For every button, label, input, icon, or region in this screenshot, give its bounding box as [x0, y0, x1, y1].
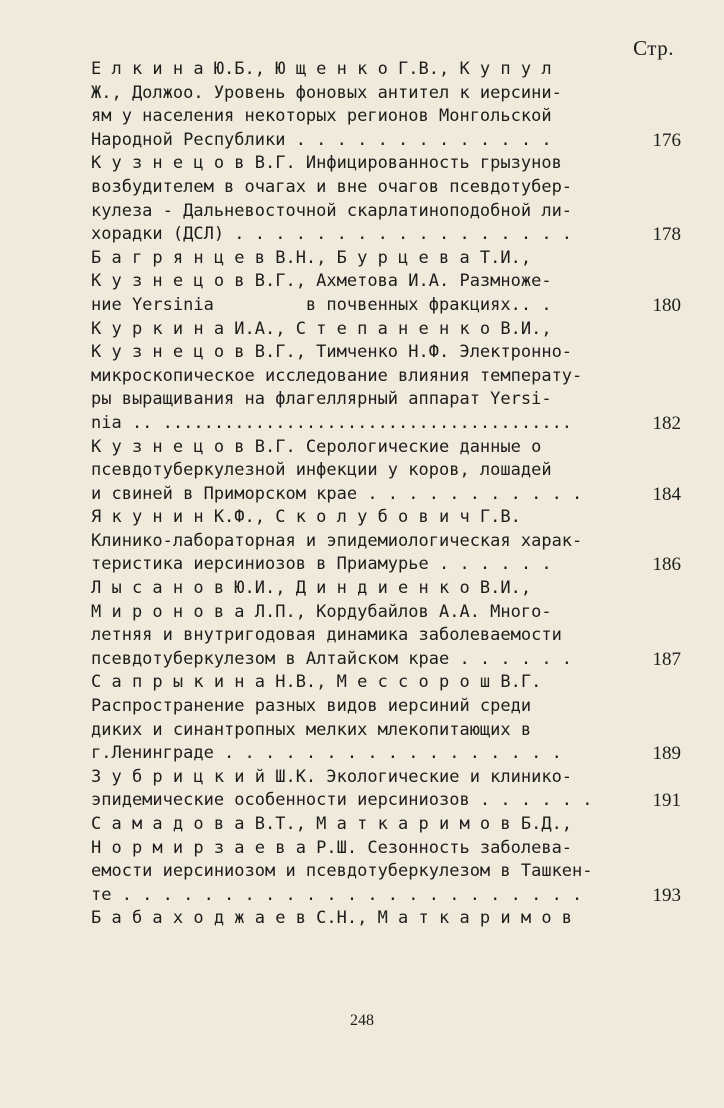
- toc-entry-line: те . . . . . . . . . . . . . . . . . . . . . . .: [91, 884, 583, 905]
- toc-entry: [91, 436, 681, 507]
- toc-entry-line: эпидемические особенности иерсиниозов . . . . . .: [91, 790, 593, 811]
- toc-entry: [91, 813, 681, 907]
- toc-entry-line: емости иерсиниозом и псевдотуберкулезом в Ташкен-: [91, 861, 593, 882]
- contents-list: [91, 58, 681, 931]
- toc-page-number: 186: [652, 554, 681, 576]
- toc-entry-line: летняя и внутригодовая динамика заболеваемости: [91, 625, 562, 646]
- toc-entry-line: Б а б а х о д ж а е в С.Н., М а т к а р и м о в: [91, 908, 573, 929]
- toc-entry-line: ям у населения некоторых регионов Монгольской: [91, 106, 552, 127]
- toc-page-number: 187: [652, 648, 681, 670]
- toc-entry-line: псевдотуберкулезом в Алтайском крае . . . . . .: [91, 648, 573, 669]
- toc-page-number: 180: [652, 294, 681, 316]
- toc-entry-line: К у з н е ц о в В.Г., Ахметова И.А. Размноже-: [91, 271, 552, 292]
- toc-entry-line: К у з н е ц о в В.Г. Инфицированность грызунов: [91, 153, 562, 174]
- toc-entry: [91, 247, 681, 318]
- toc-page-number: 182: [652, 412, 681, 434]
- toc-entry-line: г.Ленинграде . . . . . . . . . . . . . . . . .: [91, 743, 562, 764]
- toc-entry-line: С а м а д о в а В.Т., М а т к а р и м о в Б.Д.,: [91, 814, 573, 834]
- toc-entry: [91, 58, 681, 152]
- toc-entry: [91, 152, 681, 246]
- toc-entry-line: Н о р м и р з а е в а Р.Ш. Сезонность заболева-: [91, 837, 573, 858]
- toc-page-number: 193: [652, 884, 681, 906]
- toc-entry-line: Клинико-лабораторная и эпидемиологическая харак-: [91, 530, 583, 551]
- toc-page-number: 176: [652, 129, 681, 151]
- toc-entry-line: хорадки (ДСЛ) . . . . . . . . . . . . . . . . .: [91, 224, 573, 245]
- toc-entry-line: Л ы с а н о в Ю.И., Д и н д и е н к о В.И.,: [91, 578, 532, 599]
- toc-entry-line: ние Yersinia в почвенных фракциях.. .: [91, 294, 552, 315]
- toc-entry: [91, 766, 681, 813]
- page-number: 248: [350, 1012, 374, 1029]
- toc-entry-line: З у б р и ц к и й Ш.К. Экологические и клинико-: [91, 766, 573, 787]
- toc-entry-line: С а п р ы к и н а Н.В., М е с с о р о ш В.Г.: [91, 672, 542, 693]
- toc-entry-line: К у р к и н а И.А., С т е п а н е н к о В.И.,: [91, 318, 552, 339]
- toc-page-number: 178: [652, 224, 681, 246]
- toc-entry-line: nia .. ........................................: [91, 412, 573, 433]
- toc-entry: [91, 506, 681, 577]
- toc-entry: [91, 671, 681, 765]
- toc-entry-line: Народной Республики . . . . . . . . . . . . .: [91, 129, 552, 150]
- page-column-header: Стр.: [633, 36, 674, 60]
- toc-entry-line: и свиней в Приморском крае . . . . . . . . . . .: [91, 483, 583, 504]
- toc-entry: [91, 318, 681, 436]
- toc-entry-line: К у з н е ц о в В.Г. Серологические данные о: [91, 436, 542, 457]
- toc-entry-line: микроскопическое исследование влияния температу-: [91, 365, 583, 386]
- toc-entry-line: Я к у н и н К.Ф., С к о л у б о в и ч Г.В.: [91, 507, 521, 528]
- toc-entry-line: возбудителем в очагах и вне очагов псевдотубер-: [91, 176, 573, 197]
- toc-entry-line: М и р о н о в а Л.П., Кордубайлов А.А. Много-: [91, 601, 552, 622]
- toc-entry-line: Б а г р я н ц е в В.Н., Б у р ц е в а Т.И.,: [91, 247, 532, 268]
- toc-entry-line: К у з н е ц о в В.Г., Тимченко Н.Ф. Электронно-: [91, 342, 573, 363]
- toc-entry-line: Ж., Должоо. Уровень фоновых антител к иерсини-: [91, 82, 562, 103]
- toc-entry-line: Распространение разных видов иерсиний среди: [91, 696, 532, 717]
- toc-entry: [91, 907, 681, 931]
- toc-page-number: 191: [652, 790, 681, 812]
- toc-entry-line: кулеза - Дальневосточной скарлатиноподобной ли-: [91, 200, 573, 221]
- toc-page-number: 184: [652, 483, 681, 505]
- toc-entry-line: диких и синантропных мелких млекопитающих в: [91, 719, 532, 740]
- toc-entry-line: ры выращивания на флагеллярный аппарат Yersi-: [91, 389, 552, 410]
- toc-entry-line: Е л к и н а Ю.Б., Ю щ е н к о Г.В., К у п у л: [91, 59, 552, 79]
- toc-entry-line: теристика иерсиниозов в Приамурье . . . . . .: [91, 554, 552, 575]
- toc-entry: [91, 577, 681, 671]
- toc-page-number: 189: [652, 743, 681, 765]
- toc-entry-line: псевдотуберкулезной инфекции у коров, лошадей: [91, 460, 552, 481]
